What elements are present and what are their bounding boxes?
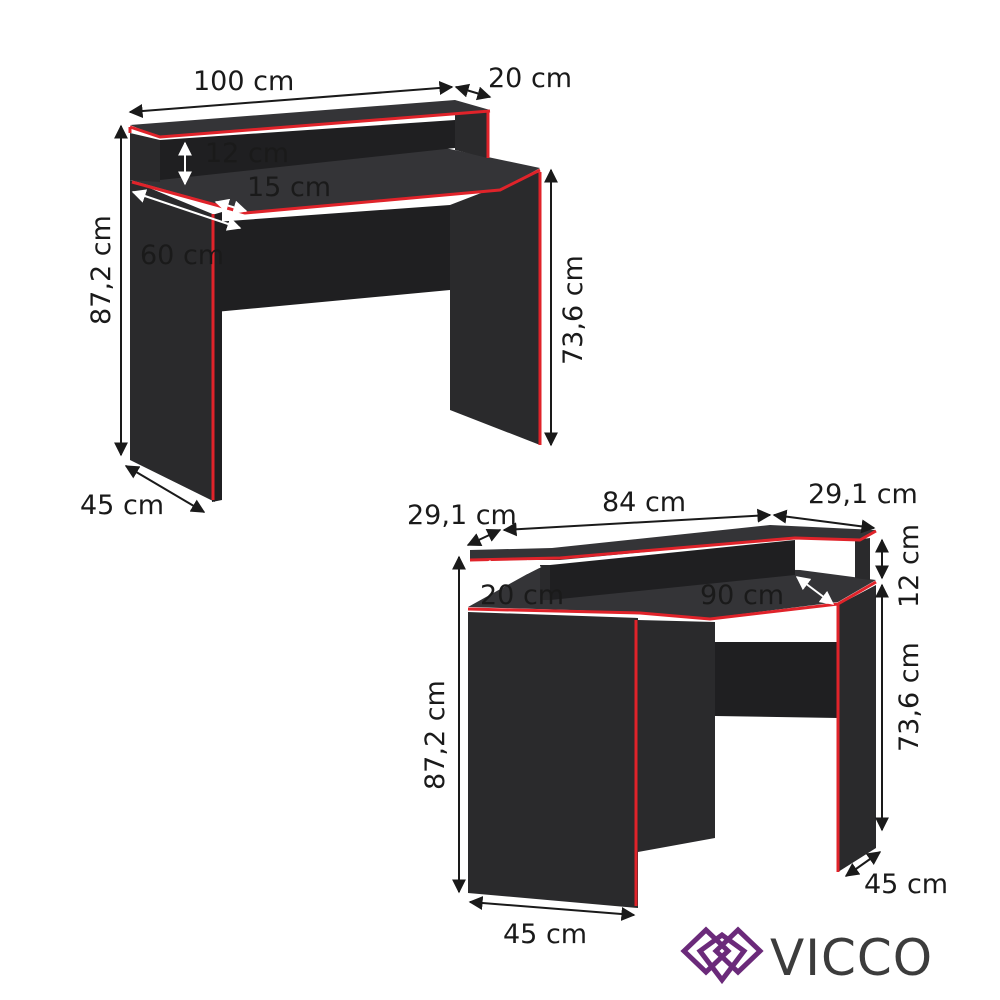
straight-desk-left-side	[130, 180, 215, 502]
label-total-height-corner: 87,2 cm	[420, 680, 451, 790]
corner-desk-right-side	[838, 585, 876, 872]
label-shelf-depth-corner: 20 cm	[480, 580, 565, 611]
corner-desk-left-side	[468, 612, 638, 908]
vicco-logo	[684, 929, 933, 987]
label-desk-depth: 60 cm	[140, 240, 225, 271]
label-center-width: 84 cm	[602, 487, 687, 518]
label-shelf-height: 12 cm	[205, 138, 290, 169]
label-desk-height-corner: 73,6 cm	[894, 642, 925, 752]
brand-name: VICCO	[770, 929, 934, 987]
label-shelf-height-corner: 12 cm	[894, 523, 925, 608]
dim-line-left-wing	[468, 530, 500, 545]
straight-desk-right-side	[450, 172, 540, 445]
label-desk-height: 73,6 cm	[558, 255, 589, 365]
label-width: 100 cm	[193, 66, 295, 97]
label-total-height: 87,2 cm	[86, 215, 117, 325]
label-side-depth: 45 cm	[80, 490, 165, 521]
corner-desk-inner-side	[638, 620, 715, 852]
corner-desk-back-panel	[715, 642, 838, 718]
label-diagonal-depth: 90 cm	[700, 580, 785, 611]
straight-desk-shelf-left-support	[130, 133, 160, 182]
label-left-wing: 29,1 cm	[407, 500, 517, 531]
label-left-side-depth: 45 cm	[503, 919, 588, 950]
straight-desk-back-panel	[215, 205, 450, 312]
label-shelf-depth: 20 cm	[488, 63, 573, 94]
straight-desk-shelf-right-support	[455, 110, 488, 158]
label-right-side-depth: 45 cm	[864, 869, 949, 900]
label-corner-cut: 15 cm	[247, 172, 332, 203]
dim-line-shelf-depth	[456, 87, 490, 97]
straight-desk	[130, 100, 540, 502]
heart-logo-icon	[684, 930, 760, 980]
label-right-wing: 29,1 cm	[808, 479, 918, 510]
